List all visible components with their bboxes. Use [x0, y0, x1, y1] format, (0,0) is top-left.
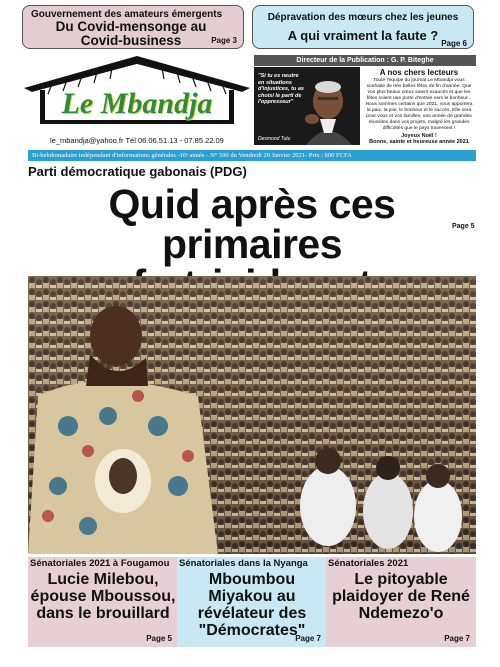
bottom-kicker: Sénatoriales 2021 [328, 558, 409, 569]
teaser-kicker: Dépravation des mœurs chez les jeunes [267, 12, 459, 23]
masthead [22, 54, 252, 148]
portrait-photo [254, 67, 360, 145]
teaser-jeunes[interactable] [252, 5, 474, 49]
contact-info: le_mbandja@yahoo.fr Tél 06.06.51.13 - 07.85.22.09 [50, 136, 224, 145]
editorial-letter [362, 67, 476, 147]
section-label: Parti démocratique gabonais (PDG) [28, 164, 247, 179]
crowd-photo [28, 276, 476, 554]
teaser-page: Page 6 [441, 39, 467, 48]
teaser-covid[interactable] [22, 5, 244, 49]
bottom-teaser-fougamou[interactable] [28, 557, 178, 647]
bottom-teaser-nyanga[interactable] [177, 557, 327, 647]
letter-title: A nos chers lecteurs [379, 68, 459, 77]
bottom-page: Page 7 [444, 634, 470, 643]
crowd-image [28, 276, 476, 554]
letter-wish: Bonne, sainte et heureuse année 2021 [369, 139, 469, 145]
bottom-headline: Mboumbou Miyakou au révélateur des "Démocrates" [197, 571, 307, 639]
logo: Le Mbandja [61, 87, 213, 120]
bottom-kicker: Sénatoriales dans la Nyanga [179, 558, 308, 569]
bottom-headline: Lucie Milebou, épouse Mboussou, dans le brouillard [30, 571, 176, 622]
bottom-page: Page 7 [295, 634, 321, 643]
bottom-teaser-ndemezo[interactable] [326, 557, 476, 647]
bottom-headline: Le pitoyable plaidoyer de René Ndemezo'o [332, 571, 470, 622]
portrait-quote: "Si tu es neutre en situations d'injustices, tu as choisi le parti de l'oppresseur" [258, 73, 304, 105]
teaser-headline: Du Covid-mensonge au Covid-business [55, 19, 207, 48]
letter-noel: Joyeux Noël ! [401, 133, 437, 139]
bottom-kicker: Sénatoriales 2021 à Fougamou [30, 558, 170, 569]
teaser-headline: A qui vraiment la faute ? [287, 28, 439, 43]
portrait-name: Desmond Tutu [258, 136, 291, 142]
bottom-page: Page 5 [146, 634, 172, 643]
headline-page: Page 5 [452, 223, 475, 230]
teaser-kicker: Gouvernement des amateurs émergents [31, 9, 223, 20]
teaser-page: Page 3 [211, 36, 237, 45]
letter-body: Toute l'équipe du journal Le Mbandja vous souhaite de très belles fêtes de fin d'année. Que vos plus beaux vœux soient exaucés et que les fêtes soient une porte d'entrée vers le bonheur... Nous sommes certains que 2021, vous apportera la paix, la joie, le bonheur et le succès. Elle sera pour vous et vos familles, une année de grandes réussites dans vos projets, malgré les grandes difficultés que le pays traversent ! [365, 78, 473, 131]
issue-tagline: Bi-hebdomadaire indépendant d'informations générales -16ᵉ année - N° 590 du Vendredi 29 Janvier 2021- Prix : 600 FCFA [28, 150, 476, 161]
headline-line-1: Quid après ces primaires [108, 181, 396, 267]
director-bar: Directeur de la Publication : G. P. Biteghe [254, 55, 476, 66]
